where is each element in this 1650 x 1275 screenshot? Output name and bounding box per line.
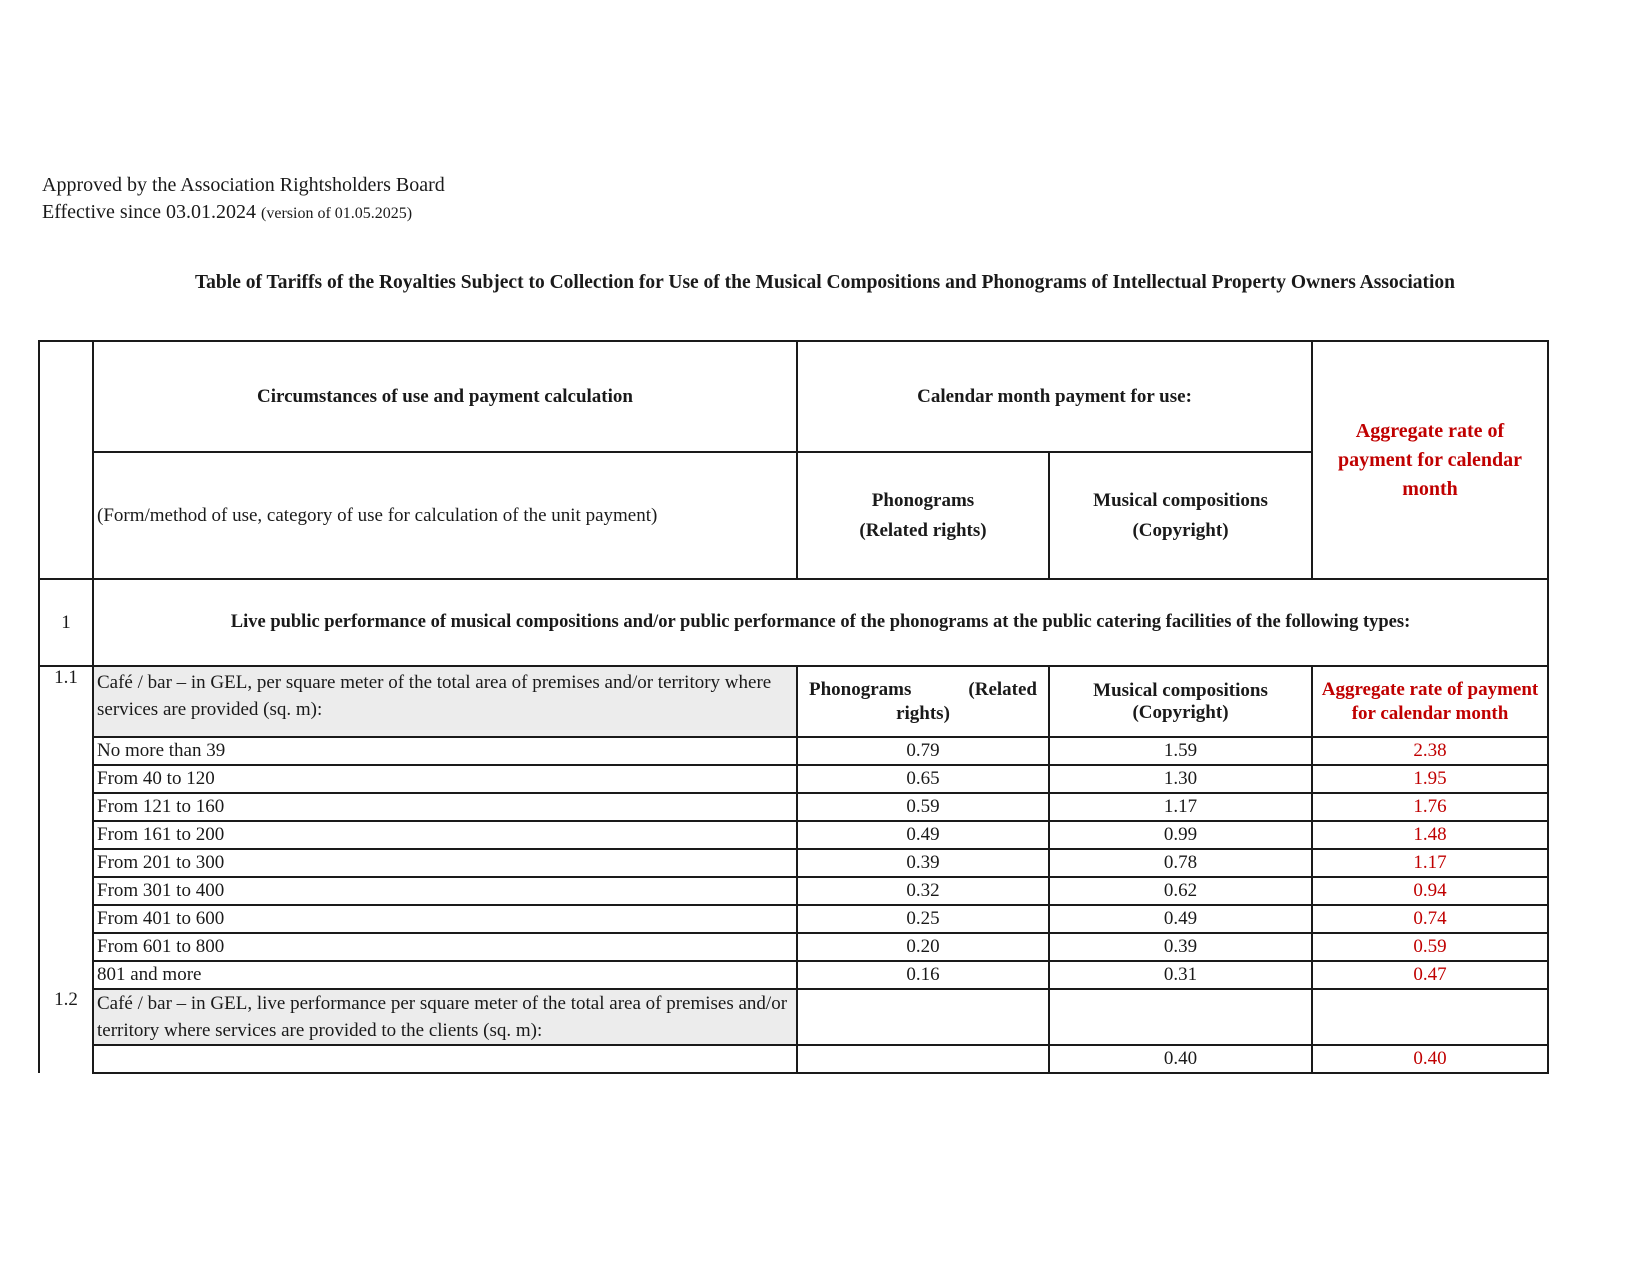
header-phonograms-line2: (Related rights) — [859, 519, 987, 541]
row-aggregate: 0.40 — [1312, 1045, 1548, 1073]
row-aggregate: 0.94 — [1312, 877, 1548, 905]
row-musical: 1.17 — [1049, 793, 1312, 821]
row-musical: 1.30 — [1049, 765, 1312, 793]
row-label: No more than 39 — [93, 737, 797, 765]
row-aggregate: 0.74 — [1312, 905, 1548, 933]
row-label: From 301 to 400 — [93, 877, 797, 905]
subsection-phonograms-header-line2: rights) — [896, 702, 950, 724]
row-phonograms: 0.59 — [797, 793, 1049, 821]
row-phonograms: 0.49 — [797, 821, 1049, 849]
subsection-1-2-header — [39, 989, 1548, 1045]
subsection-1-1-description: Café / bar – in GEL, per square meter of the total area of premises and/or territory where services are provided (sq. m): — [93, 666, 797, 737]
table-row — [39, 905, 1548, 933]
row-phonograms: 0.25 — [797, 905, 1049, 933]
row-phonograms: 0.65 — [797, 765, 1049, 793]
subsection-1-1-header — [39, 666, 1548, 737]
version-note: (version of 01.05.2025) — [261, 205, 413, 222]
approval-block — [42, 172, 445, 227]
table-row — [39, 765, 1548, 793]
table-row — [39, 961, 1548, 989]
header-calendar-month: Calendar month payment for use: — [797, 341, 1312, 452]
row-label: From 40 to 120 — [93, 765, 797, 793]
header-form-method: (Form/method of use, category of use for calculation of the unit payment) — [93, 452, 797, 579]
header-circumstances: Circumstances of use and payment calculation — [93, 341, 797, 452]
table-row — [39, 933, 1548, 961]
table-row — [39, 849, 1548, 877]
header-aggregate-rate: Aggregate rate of payment for calendar month — [1312, 341, 1548, 579]
subsection-1-1-number: 1.1 — [39, 666, 93, 989]
header-musical-line2: (Copyright) — [1132, 519, 1229, 541]
subsection-1-2-number: 1.2 — [39, 989, 93, 1073]
row-phonograms: 0.79 — [797, 737, 1049, 765]
row-musical: 0.99 — [1049, 821, 1312, 849]
table-row — [39, 1045, 1548, 1073]
header-musical-line1: Musical compositions — [1093, 489, 1268, 511]
table-row — [39, 821, 1548, 849]
row-label: 801 and more — [93, 961, 797, 989]
row-musical: 0.62 — [1049, 877, 1312, 905]
row-aggregate: 1.95 — [1312, 765, 1548, 793]
effective-date: Effective since 03.01.2024 — [42, 201, 257, 223]
document-title: Table of Tariffs of the Royalties Subject to Collection for Use of the Musical Compositions and Phonograms of Intellectual Property Owners Association — [194, 272, 1456, 293]
row-musical: 0.49 — [1049, 905, 1312, 933]
subsection-1-2-description: Café / bar – in GEL, live performance per square meter of the total area of premises and/or territory where services are provided to the clients (sq. m): — [93, 989, 797, 1045]
header-phonograms-line1: Phonograms — [871, 489, 975, 511]
row-phonograms: 0.16 — [797, 961, 1049, 989]
row-label: From 601 to 800 — [93, 933, 797, 961]
row-phonograms: 0.39 — [797, 849, 1049, 877]
related-word: (Related — [968, 678, 1037, 700]
row-musical: 0.78 — [1049, 849, 1312, 877]
phono-word: Phonograms — [809, 678, 912, 700]
row-aggregate: 0.59 — [1312, 933, 1548, 961]
header-phonograms — [797, 452, 1049, 579]
row-musical: 0.31 — [1049, 961, 1312, 989]
section-1-number: 1 — [39, 579, 93, 666]
row-label: From 201 to 300 — [93, 849, 797, 877]
row-musical: 0.39 — [1049, 933, 1312, 961]
subsection-phonograms-header-line1 — [801, 678, 1045, 702]
approved-line: Approved by the Association Rightsholders Board — [42, 174, 445, 196]
header-musical — [1049, 452, 1312, 579]
effective-line — [42, 199, 445, 227]
row-phonograms: 0.32 — [797, 877, 1049, 905]
subsection-1-1-phonograms-header — [797, 666, 1049, 737]
table-row — [39, 737, 1548, 765]
table-row — [39, 793, 1548, 821]
subsection-1-2-phonograms-empty — [797, 989, 1049, 1045]
subsection-1-1-musical-header: Musical compositions (Copyright) — [1049, 666, 1312, 737]
row-phonograms: 0.20 — [797, 933, 1049, 961]
tariff-table — [38, 340, 1549, 1074]
row-label: From 121 to 160 — [93, 793, 797, 821]
header-row-1 — [39, 341, 1548, 452]
subsection-1-2-aggregate-empty — [1312, 989, 1548, 1045]
row-musical: 1.59 — [1049, 737, 1312, 765]
row-aggregate: 1.76 — [1312, 793, 1548, 821]
table-row — [39, 877, 1548, 905]
subsection-1-1-aggregate-header: Aggregate rate of payment for calendar month — [1312, 666, 1548, 737]
header-number-cell — [39, 341, 93, 579]
row-label: From 161 to 200 — [93, 821, 797, 849]
row-label: From 401 to 600 — [93, 905, 797, 933]
row-aggregate: 0.47 — [1312, 961, 1548, 989]
subsection-1-2-musical-empty — [1049, 989, 1312, 1045]
row-label-empty — [93, 1045, 797, 1073]
row-phonograms-empty — [797, 1045, 1049, 1073]
row-aggregate: 1.48 — [1312, 821, 1548, 849]
section-1-title: Live public performance of musical compositions and/or public performance of the phonograms at the public catering facilities of the following types: — [93, 579, 1548, 666]
row-aggregate: 1.17 — [1312, 849, 1548, 877]
row-aggregate: 2.38 — [1312, 737, 1548, 765]
section-1-row — [39, 579, 1548, 666]
row-musical: 0.40 — [1049, 1045, 1312, 1073]
